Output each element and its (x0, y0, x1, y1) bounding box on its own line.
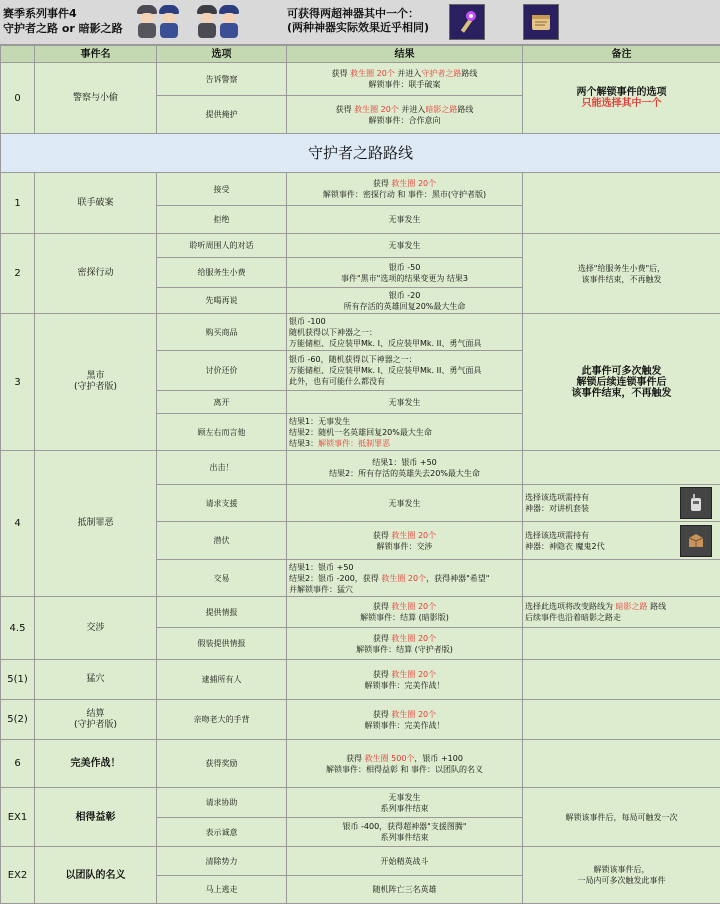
option-label: 清除势力 (157, 847, 287, 876)
header-result: 结果 (287, 46, 523, 63)
thief-character-icon (136, 5, 158, 39)
event-name: 黑市 (守护者版) (35, 314, 157, 451)
table-row (1, 173, 720, 206)
header-note (287, 7, 429, 35)
header-title (3, 6, 123, 36)
option-label: 潜伏 (157, 522, 287, 560)
header-title-line2: 守护者之路 or 暗影之路 (3, 22, 123, 35)
table-row (1, 597, 720, 628)
option-label: 马上逃走 (157, 876, 287, 904)
option-label: 亲吻老大的手背 (157, 700, 287, 740)
result-cell: 无事发生 (287, 485, 523, 522)
event-num: 3 (1, 314, 35, 451)
event-num: 5(2) (1, 700, 35, 740)
remark-cell (523, 700, 720, 740)
event-num: EX2 (1, 847, 35, 904)
page-header (0, 0, 720, 45)
header-note-line2: (两种神器实际效果近乎相同) (287, 21, 430, 34)
scroll-artifact-icon (523, 4, 559, 40)
result-cell: 获得 救生圈 500个，银币 +100 解锁事件：相得益彰 和 事件：以团队的名义 (287, 740, 523, 788)
table-row (1, 740, 720, 788)
option-label: 提供情报 (157, 597, 287, 628)
option-label: 购买商品 (157, 314, 287, 351)
police-character-icon (158, 5, 180, 39)
result-cell: 随机阵亡三名英雄 (287, 876, 523, 904)
table-row (1, 700, 720, 740)
option-label: 获得奖励 (157, 740, 287, 788)
event-num: 4.5 (1, 597, 35, 660)
result-cell: 结果1：银币 +50 结果2：所有存活的英雄失去20%最大生命 (287, 451, 523, 485)
result-cell: 银币 -100 随机获得以下神器之一： 万能储柜、反应装甲Mk. I、反应装甲Mk. II、勇气面具 (287, 314, 523, 351)
result-cell: 获得 救生圈 20个 解锁事件：完美作战！ (287, 660, 523, 700)
result-cell: 无事发生 (287, 234, 523, 258)
event-name: 完美作战！ (35, 740, 157, 788)
table-row (1, 847, 720, 876)
option-label: 告诉警察 (157, 63, 287, 96)
result-cell: 结果1：银币 +50 结果2：银币 -200，获得 救生圈 20个，获得神器"希望" 并解锁事件：猛穴 (287, 560, 523, 597)
table-header-row (1, 46, 720, 63)
event-name: 抵制罪恶 (35, 451, 157, 597)
event-name: 联手破案 (35, 173, 157, 234)
event-name: 猛穴 (35, 660, 157, 700)
walkie-talkie-artifact-icon (680, 487, 712, 519)
option-label: 假装提供情报 (157, 628, 287, 660)
event-table (0, 45, 720, 904)
option-label: 讨价还价 (157, 351, 287, 391)
result-cell: 银币 -60，随机获得以下神器之一： 万能储柜、反应装甲Mk. I、反应装甲Mk. II、勇气面具 此外，也有可能什么都没有 (287, 351, 523, 391)
thief-character-icon (196, 5, 218, 39)
event-num: EX1 (1, 788, 35, 847)
event-num: 4 (1, 451, 35, 597)
result-cell: 获得 救生圈 20个 解锁事件：结算 (守护者版) (287, 628, 523, 660)
result-cell: 获得 救生圈 20个 解锁事件：交涉 (287, 522, 523, 560)
result-cell: 银币 -400，获得超神器"支援图腾" 系列事件结束 (287, 818, 523, 847)
option-label: 聆听周围人的对话 (157, 234, 287, 258)
result-cell: 无事发生 (287, 206, 523, 234)
remark-cell: 解锁该事件后， 一局内可多次触发此事件 (523, 847, 720, 904)
result-cell: 银币 -50 事件"黑市"选项的结果变更为 结果3 (287, 258, 523, 288)
option-label: 出击！ (157, 451, 287, 485)
event-name: 密探行动 (35, 234, 157, 314)
option-label: 请求协助 (157, 788, 287, 818)
remark-cell (523, 660, 720, 700)
event-num: 6 (1, 740, 35, 788)
result-cell: 获得 救生圈 20个 并进入暗影之路路线 解锁事件：合作意向 (287, 96, 523, 134)
section-row (1, 134, 720, 173)
event-name: 相得益彰 (35, 788, 157, 847)
event-num: 5(1) (1, 660, 35, 700)
result-cell: 无事发生 (287, 391, 523, 414)
remark-cell (523, 560, 720, 597)
header-remark: 备注 (523, 46, 720, 63)
option-label: 逮捕所有人 (157, 660, 287, 700)
event-name: 交涉 (35, 597, 157, 660)
result-cell: 获得 救生圈 20个 解锁事件：完美作战！ (287, 700, 523, 740)
option-label: 表示诚意 (157, 818, 287, 847)
event-num: 2 (1, 234, 35, 314)
option-label: 接受 (157, 173, 287, 206)
cloak-box-artifact-icon (680, 525, 712, 557)
event-name: 警察与小偷 (35, 63, 157, 134)
header-option: 选项 (157, 46, 287, 63)
remark-cell: 此事件可多次触发 解锁后续连锁事件后 该事件结束，不再触发 (523, 314, 720, 451)
remark-cell (523, 740, 720, 788)
event-name: 结算 (守护者版) (35, 700, 157, 740)
result-cell: 银币 -20 所有存活的英雄回复20%最大生命 (287, 288, 523, 314)
remark-cell: 解锁该事件后，每局可触发一次 (523, 788, 720, 847)
remark-cell (523, 173, 720, 234)
remark-cell: 选择此选项将改变路线为 暗影之路 路线 后续事件也沿着暗影之路走 (523, 597, 720, 628)
option-label: 先喝再说 (157, 288, 287, 314)
result-cell: 获得 救生圈 20个 解锁事件：密探行动 和 事件：黑市(守护者版) (287, 173, 523, 206)
event-num: 1 (1, 173, 35, 234)
option-label: 交易 (157, 560, 287, 597)
option-label: 请求支援 (157, 485, 287, 522)
section-title: 守护者之路路线 (1, 134, 720, 173)
table-row (1, 451, 720, 485)
event-name: 以团队的名义 (35, 847, 157, 904)
table-row (1, 660, 720, 700)
result-cell: 获得 救生圈 20个 解锁事件：结算 (暗影版) (287, 597, 523, 628)
result-cell: 开始精英战斗 (287, 847, 523, 876)
option-label: 顾左右而言他 (157, 414, 287, 451)
table-row (1, 314, 720, 351)
remark-cell: 两个解锁事件的选项 只能选择其中一个 (523, 63, 720, 134)
remark-cell: 选择"给服务生小费"后， 该事件结束，不再触发 (523, 234, 720, 314)
option-label: 拒绝 (157, 206, 287, 234)
table-row (1, 63, 720, 96)
header-title-line1: 赛季系列事件4 (3, 7, 77, 20)
result-cell: 获得 救生圈 20个 并进入守护者之路路线 解锁事件：联手破案 (287, 63, 523, 96)
remark-cell (523, 451, 720, 485)
event-num: 0 (1, 63, 35, 134)
result-cell: 无事发生 系列事件结束 (287, 788, 523, 818)
table-row (1, 788, 720, 818)
header-num (1, 46, 35, 63)
table-row (1, 234, 720, 258)
remark-cell: 选择该选项需持有 神器：对讲机套装 (523, 485, 720, 522)
remark-cell: 选择该选项需持有 神器：神隐衣 魔鬼2代 (523, 522, 720, 560)
header-note-line1: 可获得两超神器其中一个： (287, 7, 419, 20)
header-event-name: 事件名 (35, 46, 157, 63)
option-label: 给服务生小费 (157, 258, 287, 288)
option-label: 提供掩护 (157, 96, 287, 134)
wand-artifact-icon (449, 4, 485, 40)
result-cell: 结果1：无事发生 结果2：随机一名英雄回复20%最大生命 结果3：解锁事件：抵制罪恶 (287, 414, 523, 451)
remark-cell (523, 628, 720, 660)
police-character-icon (218, 5, 240, 39)
option-label: 离开 (157, 391, 287, 414)
